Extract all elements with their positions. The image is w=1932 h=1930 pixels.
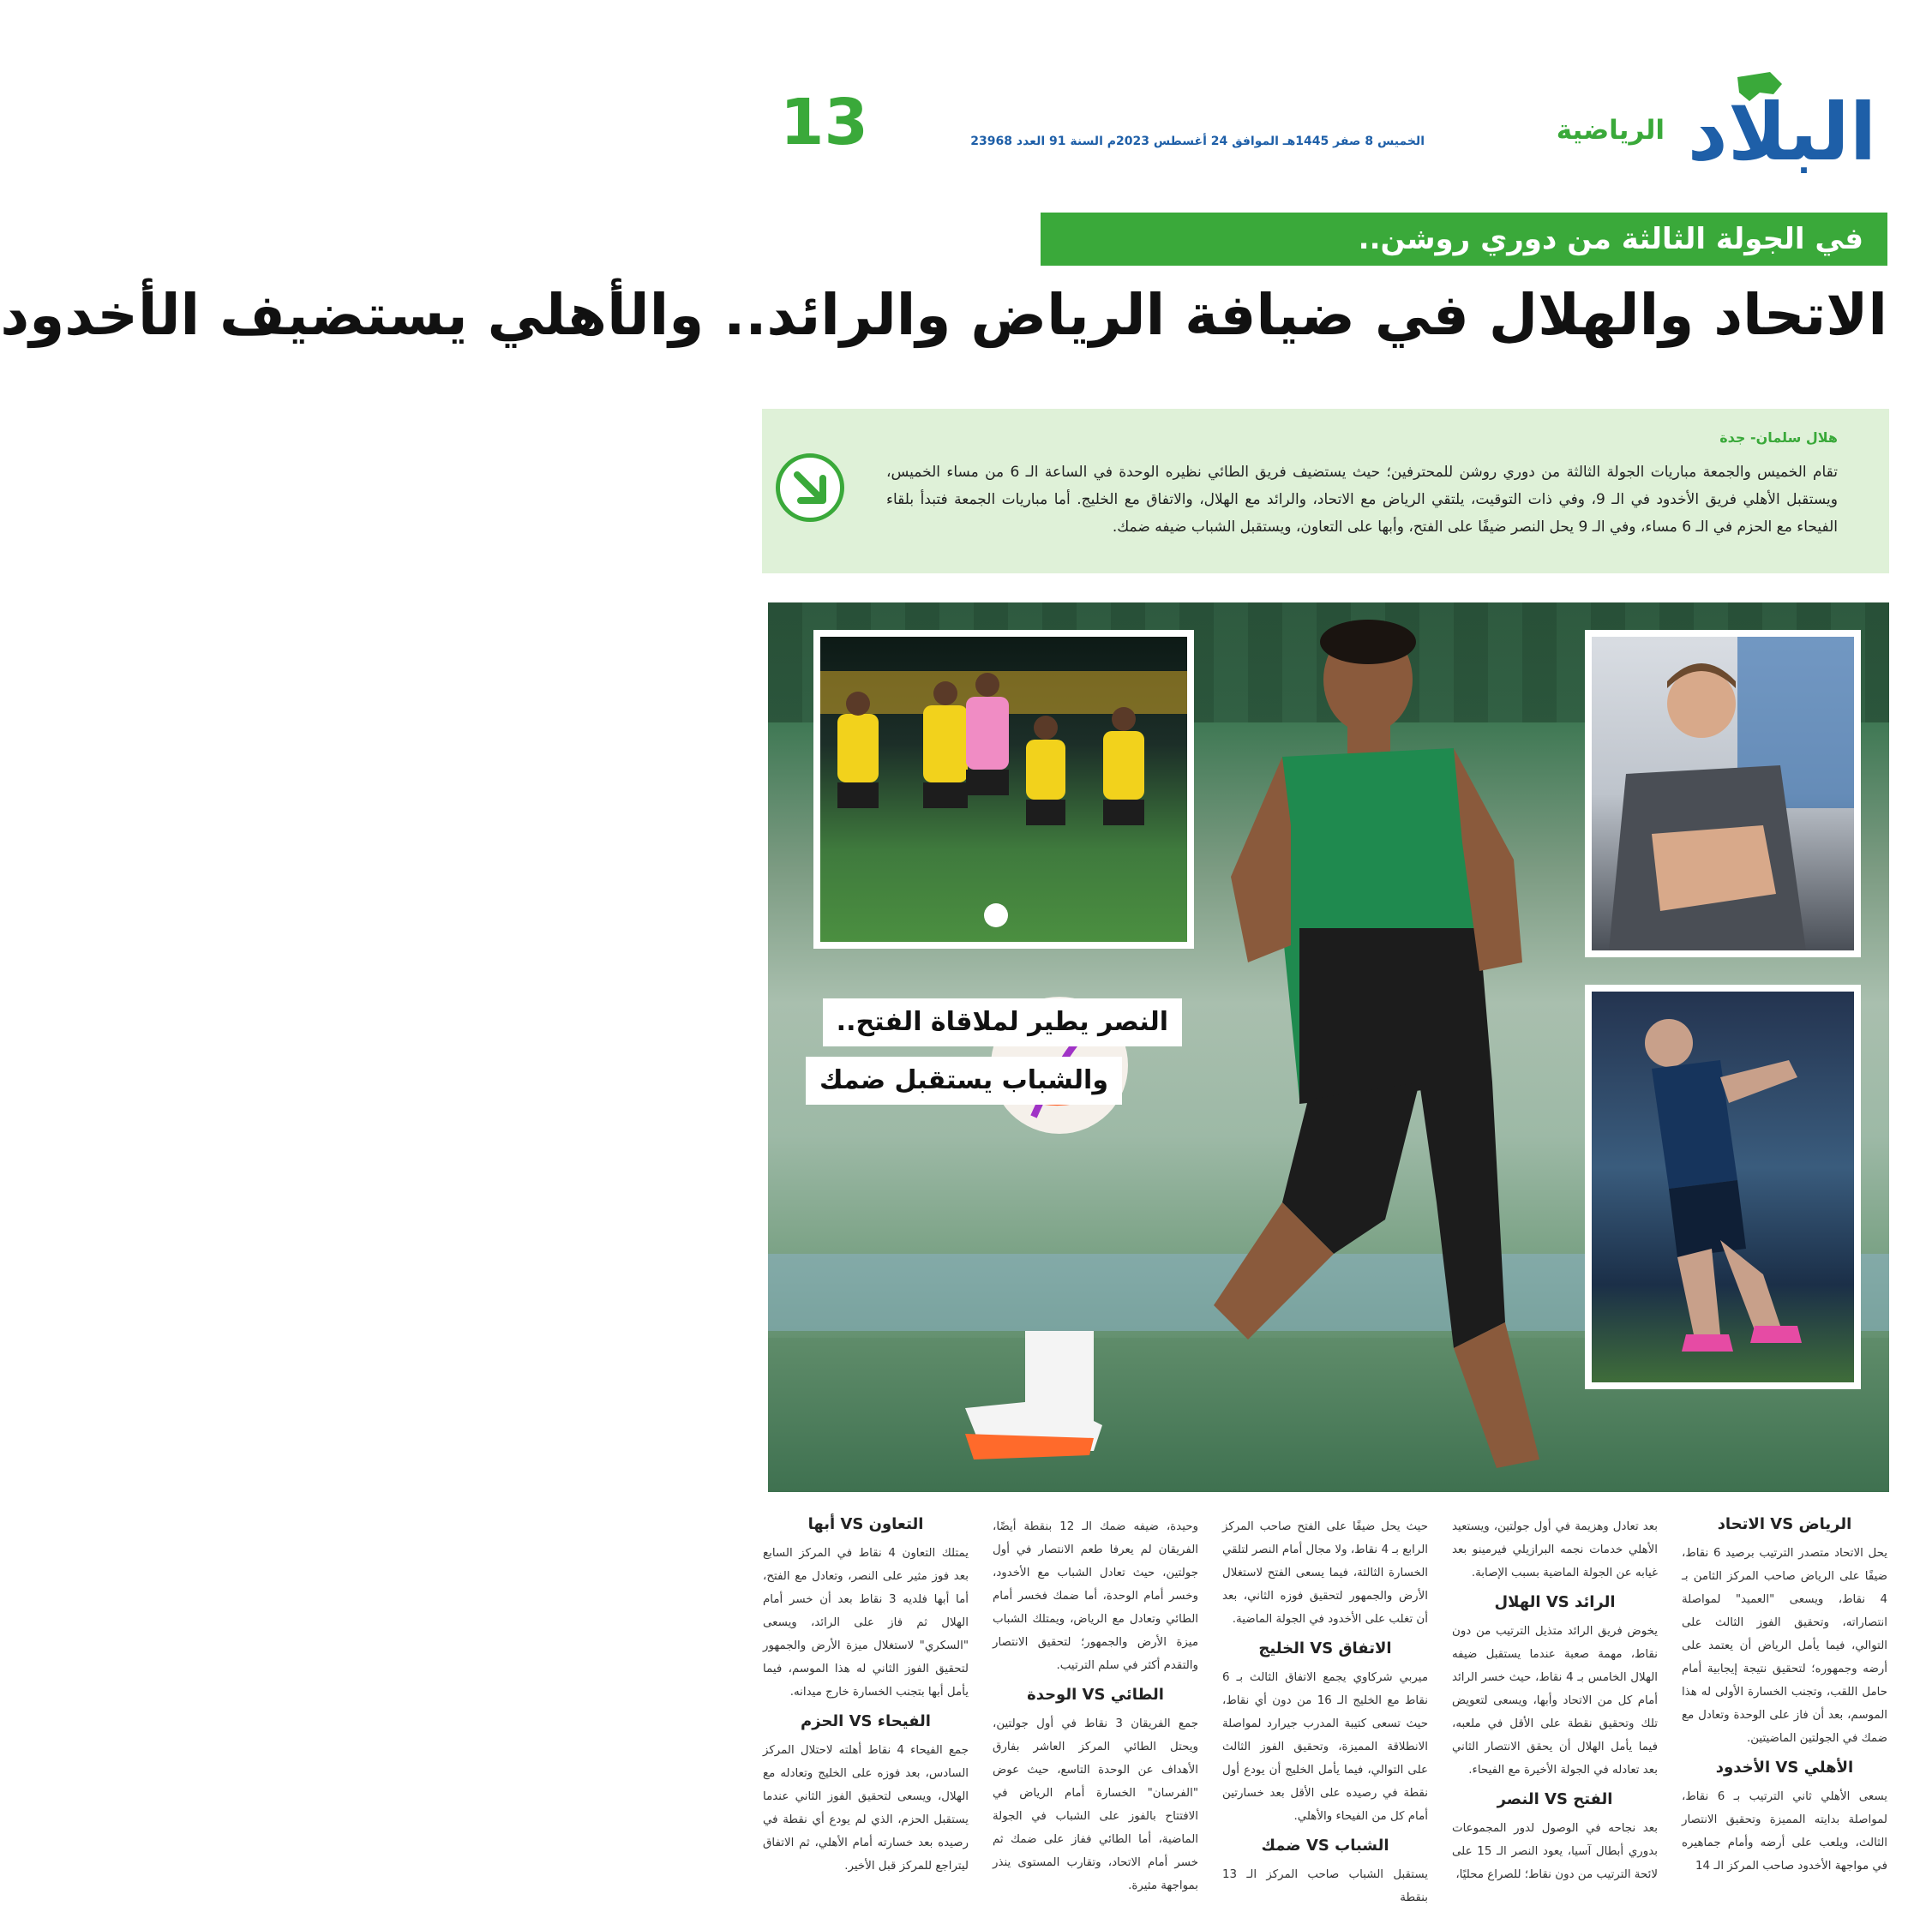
match-text: يستقبل الشباب صاحب المركز الـ 13 بنقطة xyxy=(1222,1868,1428,1904)
byline: هلال سلمان- جدة xyxy=(1719,429,1838,446)
inset-photo-ittihad-training xyxy=(813,630,1194,949)
match-heading: الطائي VS الوحدة xyxy=(1027,1686,1164,1704)
logo-text: البلاد xyxy=(1687,87,1877,178)
arrow-down-icon xyxy=(776,453,844,522)
match-heading: الفتح VS النصر xyxy=(1497,1790,1613,1808)
column-5 xyxy=(763,1507,969,1909)
callout-nassr: النصر يطير لملاقاة الفتح.. xyxy=(823,998,1182,1046)
inset-photo-hilal-player-running xyxy=(1585,985,1861,1389)
match-text: حيث يحل ضيفًا على الفتح صاحب المركز الرابع بـ 4 نقاط، ولا مجال أمام النصر لتلقي الخسارة الثالثة، فيما يسعى الفتح لاستغلال الأرض والجمهور لتحقيق فوزه الثاني، بعد أن تغلب على الأخدود في الجولة الماضية. xyxy=(1222,1520,1428,1626)
logo-graphic xyxy=(1677,67,1887,178)
match-text: يخوض فريق الرائد متذيل الترتيب من دون نقاط، مهمة صعبة عندما يستقبل ضيفه الهلال الخامس بـ 4 نقاط، حيث خسر الرائد أمام كل من الاتحاد وأبها، ويسعى لتعويض تلك وتحقيق نقطة على الأقل في ملعبه، فيما يأمل الهلال أن يحقق الانتصار الثاني بعد تعادله في الجولة الأخيرة مع الفيحاء. xyxy=(1452,1625,1658,1777)
match-text: يحل الاتحاد متصدر الترتيب برصيد 6 نقاط، ضيفًا على الرياض صاحب المركز الثامن بـ 4 نقاط، ويسعى "العميد" لمواصلة انتصاراته، وتحقيق الفوز الثالث على التوالي، فيما يأمل الرياض أن يعتمد على أرضه وجمهوره؛ لتحقيق نتيجة إيجابية أمام حامل اللقب، وتجنب الخسارة الأولى له هذا الموسم، بعد أن فاز على الوحدة وتعادل مع ضمك في الجولتين الماضيتين. xyxy=(1682,1547,1887,1745)
match-text: ميربي شركاوي يجمع الاتفاق الثالث بـ 6 نقاط مع الخليج الـ 16 من دون أي نقاط، حيث تسعى كتيبة المدرب جيرارد لمواصلة الانطلاقة المميزة، وتحقيق الفوز الثالث على التوالي، فيما يأمل الخليج أن يودع أول نقطة في رصيده على الأقل بعد خسارتين أمام كل من الفيحاء والأهلي. xyxy=(1222,1671,1428,1823)
inset-photo-hilal-player-gym xyxy=(1585,630,1861,957)
match-text: يسعى الأهلي ثاني الترتيب بـ 6 نقاط، لمواصلة بدايته المميزة وتحقيق الانتصار الثالث، ويلعب على أرضه وأمام جماهيره في مواجهة الأخدود صاحب المركز الـ 14 xyxy=(1682,1790,1887,1873)
kicker: في الجولة الثالثة من دوري روشن.. xyxy=(1041,213,1887,266)
intro-text: تقام الخميس والجمعة مباريات الجولة الثالثة من دوري روشن للمحترفين؛ حيث يستضيف فريق الطائي نظيره الوحدة في الساعة الـ 6 من مساء الخميس، ويستقبل الأهلي فريق الأخدود في الـ 9، وفي ذات التوقيت، يلتقي الرياض مع الاتحاد، والرائد مع الهلال، والاتفاق مع الخليج. أما مباريات الجمعة فتبدأ بلقاء الفيحاء مع الحزم في الـ 6 مساء، وفي الـ 9 يحل النصر ضيفًا على الفتح، وأبها على التعاون، ويستقبل الشباب ضيفه ضمك. xyxy=(886,464,1839,536)
match-text: بعد تعادل وهزيمة في أول جولتين، ويستعيد الأهلي خدمات نجمه البرازيلي فيرمينو بعد غيابه عن الجولة الماضية بسبب الإصابة. xyxy=(1452,1520,1658,1579)
callout-shabab: والشباب يستقبل ضمك xyxy=(806,1057,1122,1105)
match-heading: الأهلي VS الأخدود xyxy=(1715,1759,1854,1777)
column-2 xyxy=(1452,1507,1658,1909)
match-text: يمتلك التعاون 4 نقاط في المركز السابع بعد فوز مثير على النصر، وتعادل مع الفتح، أما أبها فلديه 3 نقاط بعد أن خسر أمام الهلال ثم فاز على الرائد، ويسعى "السكري" لاستغلال ميزة الأرض والجمهور لتحقيق الفوز الثاني له هذا الموسم، فيما يأمل أبها بتجنب الخسارة خارج ميدانه. xyxy=(763,1547,969,1699)
match-text: جمع الفريقان 3 نقاط في أول جولتين، ويحتل الطائي المركز العاشر بفارق الأهداف عن الوحدة التاسع، حيث عوض "الفرسان" الخسارة أمام الرياض في الافتتاح بالفوز على الشباب في الجولة الماضية، أما الطائي ففاز على ضمك ثم خسر أمام الاتحاد، وتقارب المستوى ينذر بمواجهة مثيرة. xyxy=(993,1717,1198,1892)
article-columns xyxy=(758,1507,1887,1909)
match-heading: الرائد VS الهلال xyxy=(1494,1593,1616,1611)
match-text: جمع الفيحاء 4 نقاط أهلته لاحتلال المركز السادس، بعد فوزه على الخليج وتعادله مع الهلال، ويسعى لتحقيق الفوز الثاني عندما يستقبل الحزم، الذي لم يودع أي نقطة في رصيده بعد خسارته أمام الأهلي، ثم الاتفاق ليتراجع للمركز قبل الأخير. xyxy=(763,1744,969,1873)
match-text: وحيدة، ضيفه ضمك الـ 12 بنقطة أيضًا، الفريقان لم يعرفا طعم الانتصار في أول جولتين، حيث تعادل الشباب مع الأخدود، وخسر أمام الوحدة، أما ضمك فخسر أمام الطائي وتعادل مع الرياض، ويمتلك الشباب ميزة الأرض والجمهور؛ لتحقيق الانتصار والتقدم أكثر في سلم الترتيب. xyxy=(993,1520,1198,1672)
headline: الاتحاد والهلال في ضيافة الرياض والرائد.. والأهلي يستضيف الأخدود xyxy=(0,282,1887,348)
section-label: الرياضية xyxy=(1556,115,1665,146)
match-heading: الفيحاء VS الحزم xyxy=(801,1712,931,1730)
match-heading: الشباب VS ضمك xyxy=(1261,1837,1389,1855)
column-3 xyxy=(1222,1507,1428,1909)
albilad-logo xyxy=(1677,67,1887,178)
page-number: 13 xyxy=(780,86,868,159)
intro-box xyxy=(762,409,1889,573)
dateline: الخميس 8 صفر 1445هـ الموافق 24 أغسطس 2023م السنة 91 العدد 23968 xyxy=(970,135,1425,148)
column-4 xyxy=(993,1507,1198,1909)
column-1 xyxy=(1682,1507,1887,1909)
match-heading: الرياض VS الاتحاد xyxy=(1717,1515,1852,1533)
masthead xyxy=(715,67,1932,178)
match-heading: الاتفاق VS الخليج xyxy=(1258,1639,1392,1657)
match-text: بعد نجاحه في الوصول لدور المجموعات بدوري أبطال آسيا، يعود النصر الـ 15 على لائحة الترتيب من دون نقاط؛ للصراع محليًا، xyxy=(1452,1822,1659,1881)
match-heading: التعاون VS أبها xyxy=(807,1515,924,1533)
